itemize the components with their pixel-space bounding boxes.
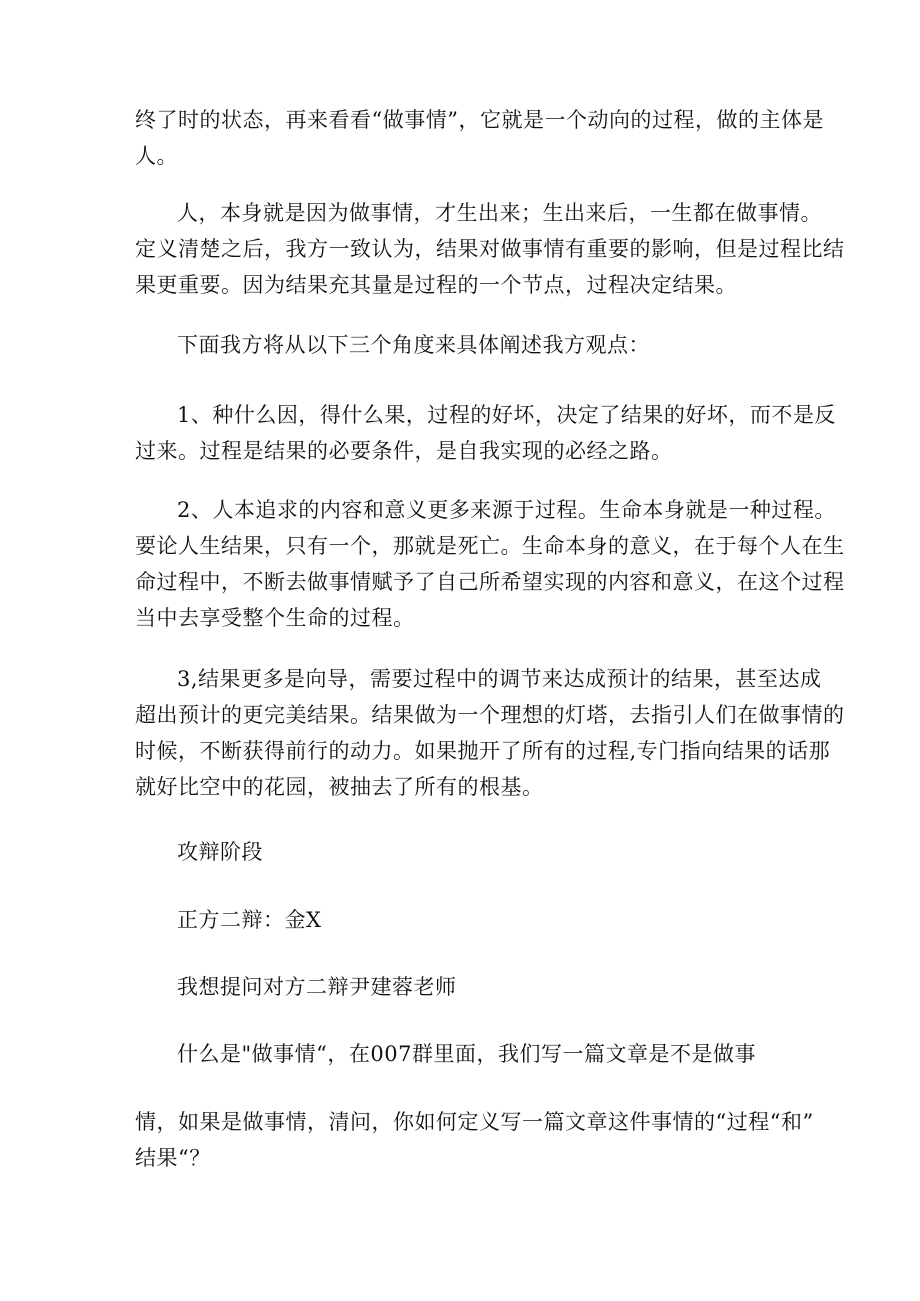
text-line: 攻辩阶段 bbox=[177, 840, 263, 864]
text-line: 时候，不断获得前行的动力。如果抛开了所有的过程,专门指向结果的话那 bbox=[135, 739, 831, 763]
text-line: 要论人生结果，只有一个，那就是死亡。生命本身的意义，在于每个人在生 bbox=[135, 534, 845, 558]
paragraph-point-2 bbox=[135, 492, 845, 636]
paragraph-viewpoint bbox=[135, 195, 845, 303]
text-line: 过来。过程是结果的必要条件，是自我实现的必经之路。 bbox=[135, 439, 673, 463]
text-line: 人。 bbox=[135, 144, 178, 168]
text-line: 3,结果更多是向导，需要过程中的调节来达成预计的结果，甚至达成 bbox=[177, 667, 822, 691]
text-line: 人，本身就是因为做事情，才生出来；生出来后，一生都在做事情。 bbox=[177, 201, 822, 225]
text-line: 结果“？ bbox=[135, 1146, 211, 1170]
speaker-label bbox=[135, 902, 795, 938]
paragraph-intro-points bbox=[135, 327, 795, 363]
section-heading-debate-stage bbox=[135, 834, 795, 870]
question-target bbox=[135, 969, 795, 1005]
text-line: 果更重要。因为结果充其量是过程的一个节点，过程决定结果。 bbox=[135, 273, 737, 297]
question-part-2 bbox=[135, 1104, 814, 1176]
question-part-1 bbox=[135, 1036, 795, 1072]
text-line: 终了时的状态，再来看看“做事情”，它就是一个动向的过程，做的主体是 bbox=[135, 108, 824, 132]
text-line: 下面我方将从以下三个角度来具体阐述我方观点： bbox=[177, 333, 650, 357]
text-line: 2、人本追求的内容和意义更多来源于过程。生命本身就是一种过程。 bbox=[177, 498, 836, 522]
text-line: 什么是"做事情“，在007群里面，我们写一篇文章是不是做事 bbox=[177, 1042, 756, 1066]
paragraph-point-1 bbox=[135, 397, 836, 469]
text-line: 我想提问对方二辩尹建蓉老师 bbox=[177, 975, 457, 999]
text-line: 1、种什么因，得什么果，过程的好坏，决定了结果的好坏，而不是反 bbox=[177, 403, 836, 427]
text-line: 就好比空中的花园，被抽去了所有的根基。 bbox=[135, 775, 544, 799]
text-line: 正方二辩：金X bbox=[177, 908, 322, 932]
text-line: 当中去享受整个生命的过程。 bbox=[135, 606, 415, 630]
text-line: 命过程中，不断去做事情赋予了自己所希望实现的内容和意义，在这个过程 bbox=[135, 570, 845, 594]
text-line: 定义清楚之后，我方一致认为，结果对做事情有重要的影响，但是过程比结 bbox=[135, 237, 845, 261]
text-line: 情，如果是做事情，清问，你如何定义写一篇文章这件事情的“过程“和” bbox=[135, 1110, 814, 1134]
paragraph-definition-end bbox=[135, 102, 824, 174]
text-line: 超出预计的更完美结果。结果做为一个理想的灯塔，去指引人们在做事情的 bbox=[135, 703, 845, 727]
paragraph-point-3 bbox=[135, 661, 845, 805]
